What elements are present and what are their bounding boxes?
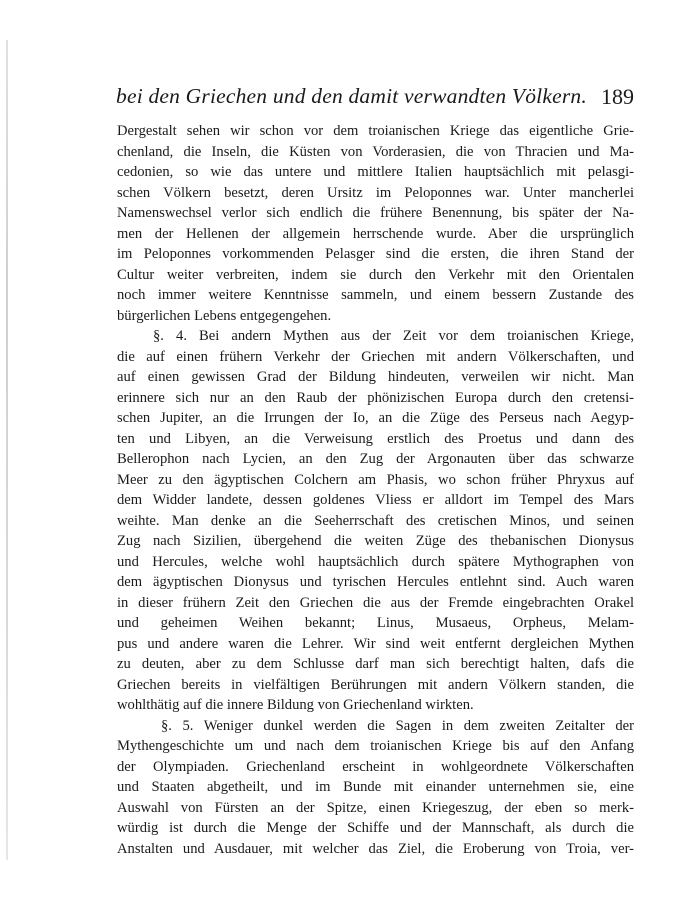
text-line: Griechen bereits in vielfältigen Berührungen mit andern Völkern standen, die <box>117 676 634 693</box>
text-line: und geheimen Weihen bekannt; Linus, Musaeus, Orpheus, Melam- <box>117 615 634 631</box>
paragraph-end-line: bürgerlichen Lebens entgegengehen. <box>117 307 332 324</box>
text-line: Bellerophon nach Lycien, an den Zug der Argonauten über das schwarze <box>117 451 634 467</box>
text-line: würdig ist durch die Menge der Schiffe und der Mannschaft, als durch die <box>117 820 634 836</box>
section-4-heading-line: §. 4. Bei andern Mythen aus der Zeit vor dem troianischen Kriege, <box>153 328 634 344</box>
text-line: die auf einen frühern Verkehr der Griechen mit andern Völkerschaften, und <box>117 348 634 365</box>
text-line: Meer zu den ägyptischen Colchern am Phasis, wo schon früher Phryxus auf <box>117 471 634 488</box>
text-line: der Olympiaden. Griechenland erscheint in wohlgeordnete Völkerschaften <box>117 758 634 775</box>
gutter-shadow <box>6 40 8 860</box>
section-5-heading-line: §. 5. Weniger dunkel werden die Sagen in dem zweiten Zeitalter der <box>161 717 634 734</box>
text-line: Auswahl von Fürsten an der Spitze, einen Kriegeszug, der eben so merk- <box>117 799 634 816</box>
text-line: dem Widder landete, dessen goldenes Vliess er alldort im Tempel des Mars <box>117 492 634 508</box>
text-line: Mythengeschichte um und nach dem troianischen Kriege bis auf den Anfang <box>117 738 634 754</box>
text-line: ten und Libyen, an die Verweisung erstlich des Proetus und dann des <box>117 430 634 447</box>
running-head <box>116 82 634 112</box>
body-text <box>117 121 634 859</box>
text-line: Dergestalt sehen wir schon vor dem troianischen Kriege das eigentliche Grie- <box>117 123 634 139</box>
text-line: Cultur weiter verbreiten, indem sie durch den Verkehr mit den Orientalen <box>117 266 634 283</box>
running-title: bei den Griechen und den damit verwandten Völkern. <box>116 84 587 108</box>
text-line: auf einen gewissen Grad der Bildung hindeuten, verweilen wir nicht. Man <box>117 369 634 385</box>
text-line: erinnere sich nur an den Raub der phönizischen Europa durch den cretensi- <box>117 389 634 406</box>
text-line: in dieser frühern Zeit den Griechen die aus der Fremde eingebrachten Orakel <box>117 594 634 611</box>
text-line: schen Völkern besetzt, deren Ursitz im Peloponnes war. Unter mancherlei <box>117 184 634 201</box>
text-line: chenland, die Inseln, die Küsten von Vorderasien, die von Thracien und Ma- <box>117 143 634 160</box>
text-line: men der Hellenen der allgemein herrschende wurde. Aber die ursprünglich <box>117 225 634 242</box>
paragraph-end-line: wohlthätig auf die innere Bildung von Griechenland wirkten. <box>117 697 474 713</box>
text-line: Anstalten und Ausdauer, mit welcher das Ziel, die Eroberung von Troia, ver- <box>117 840 634 857</box>
text-line: cedonien, so wie das untere und mittlere Italien hauptsächlich mit pelasgi- <box>117 164 634 180</box>
text-line: Namenswechsel verlor sich endlich die frühere Benennung, bis später der Na- <box>117 205 634 221</box>
text-line: pus und andere waren die Lehrer. Wir sind weit entfernt dergleichen Mythen <box>117 635 634 652</box>
text-line: zu deuten, aber zu dem Schlusse darf man sich berechtigt halten, dafs die <box>117 656 634 672</box>
text-line: noch immer weitere Kenntnisse sammeln, und einem bessern Zustande des <box>117 287 634 303</box>
text-line: und Hercules, welche wohl hauptsächlich durch spätere Mythographen von <box>117 553 634 570</box>
text-line: dem ägyptischen Dionysus und tyrischen Hercules entlehnt sind. Auch waren <box>117 574 634 590</box>
text-line: im Peloponnes vorkommenden Pelasger sind die ersten, die ihren Stand der <box>117 246 634 262</box>
text-line: weihte. Man denke an die Seeherrschaft des cretischen Minos, und seinen <box>117 512 634 529</box>
text-line: Zug nach Sizilien, übergehend die weiten Züge des thebanischen Dionysus <box>117 533 634 549</box>
text-line: schen Jupiter, an die Irrungen der Io, an die Züge des Perseus nach Aegyp- <box>117 410 634 426</box>
text-line: und Staaten abgetheilt, und im Bunde mit einander unternehmen sie, eine <box>117 779 634 795</box>
page-number: 189 <box>601 84 634 109</box>
